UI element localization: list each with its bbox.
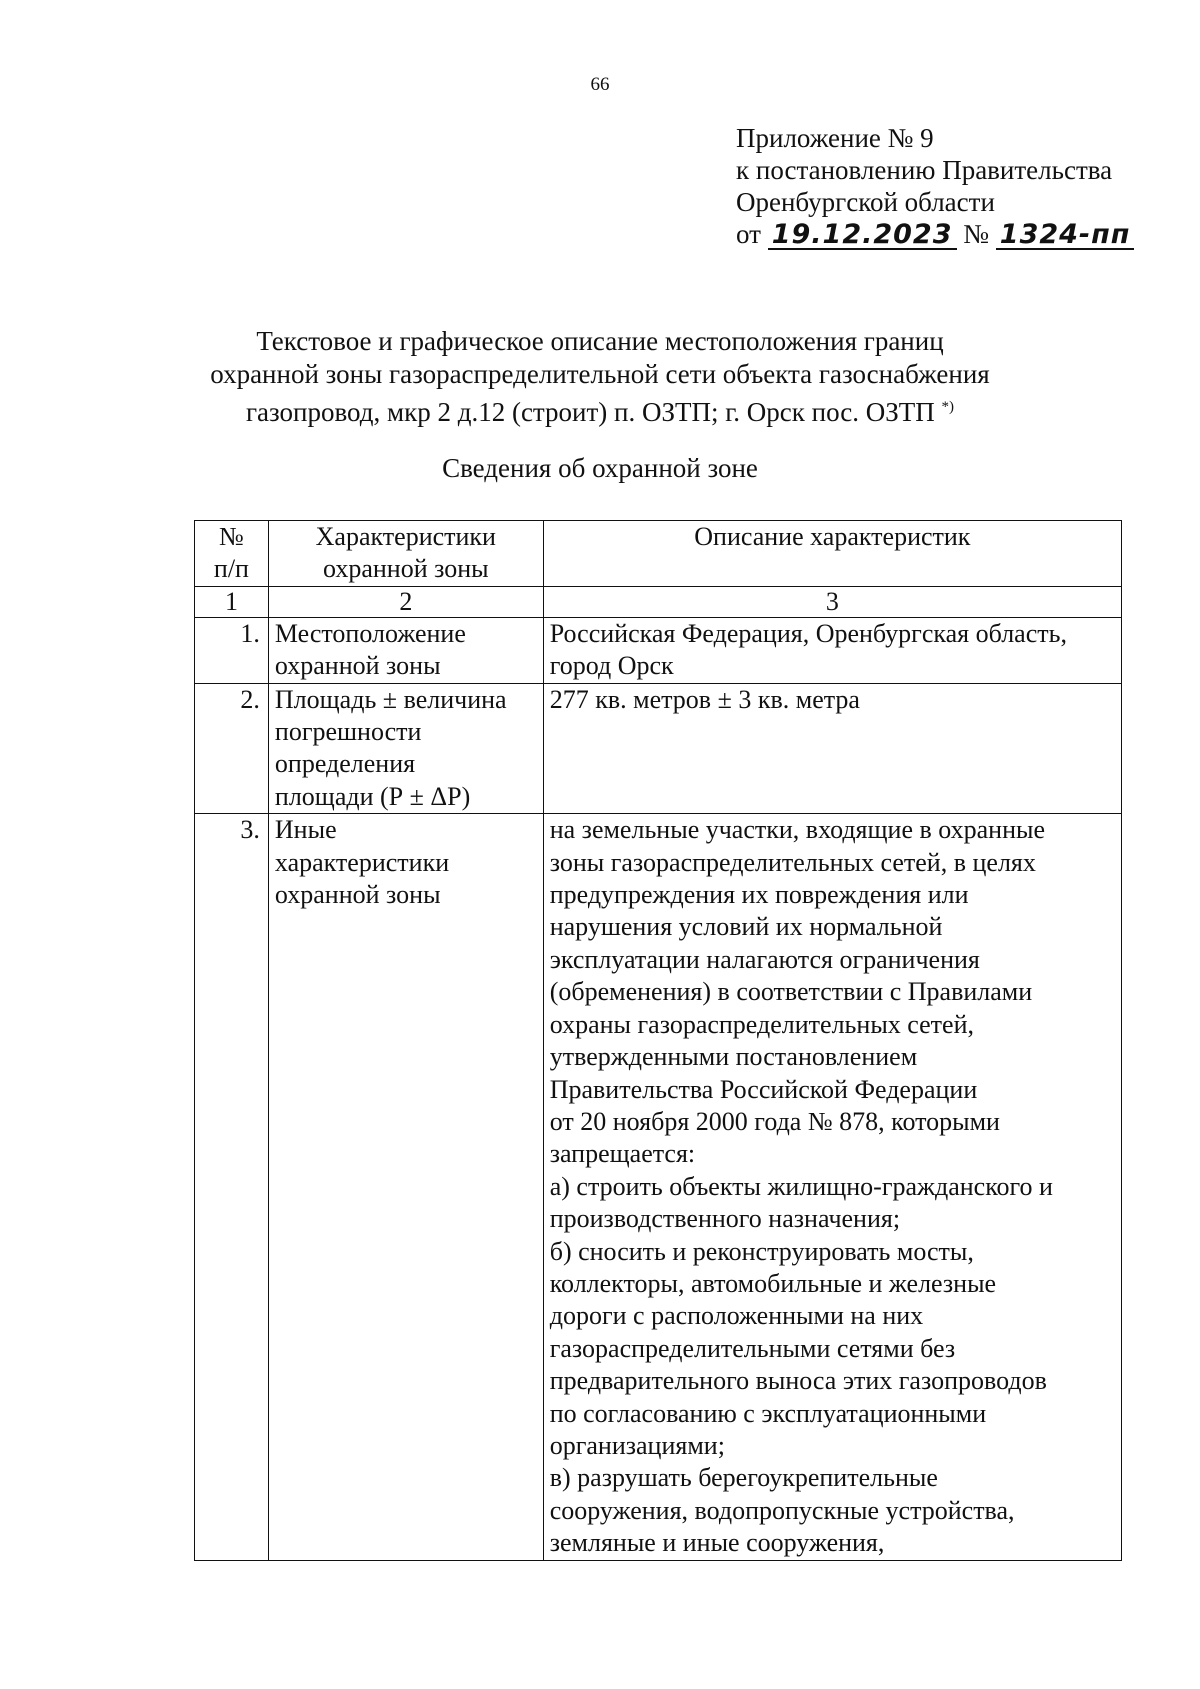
row-number: 3. bbox=[195, 814, 269, 1560]
table-row bbox=[195, 683, 1122, 814]
footnote-mark: *) bbox=[941, 399, 955, 415]
table-row bbox=[195, 814, 1122, 1560]
row-number: 1. bbox=[195, 617, 269, 683]
appendix-block bbox=[736, 122, 1134, 250]
column-index: 3 bbox=[543, 586, 1121, 617]
protection-zone-table bbox=[194, 520, 1122, 1561]
number-label: № bbox=[963, 219, 990, 249]
column-index: 1 bbox=[195, 586, 269, 617]
table-header-row bbox=[195, 521, 1122, 587]
title-line-3 bbox=[0, 391, 1200, 429]
row-characteristic: Местоположение охранной зоны bbox=[268, 617, 543, 683]
appendix-line-1: Приложение № 9 bbox=[736, 123, 934, 153]
title-line-2: охранной зоны газораспределительной сети объекта газоснабжения bbox=[210, 359, 990, 389]
row-description: на земельные участки, входящие в охранные зоны газораспределительных сетей, в целях предупреждения их повреждения или нарушения условий их нормальной эксплуатации налагаются ограничения (обременения) в соответствии с Правилами охраны газораспределительных сетей, утвержденными постановлением Правительства Российской Федерации от 20 ноября 2000 года № 878, которыми запрещается: а) строить объекты жилищно-гражданского и производственного назначения; б) сносить и реконструировать мосты, коллекторы, автомобильные и железные дороги с расположенными на них газораспределительными сетями без предварительного выноса этих газопроводов по согласованию с эксплуатационными организациями; в) разрушать берегоукрепительные сооружения, водопропускные устройства, земляные и иные сооружения, bbox=[543, 814, 1121, 1560]
page-number: 66 bbox=[590, 74, 610, 95]
document-title bbox=[0, 325, 1200, 429]
column-index: 2 bbox=[268, 586, 543, 617]
row-characteristic: Иные характеристики охранной зоны bbox=[268, 814, 543, 1560]
section-subtitle: Сведения об охранной зоне bbox=[442, 453, 758, 483]
table-row bbox=[195, 617, 1122, 683]
row-number: 2. bbox=[195, 683, 269, 814]
from-label: от bbox=[736, 219, 761, 249]
row-description: Российская Федерация, Оренбургская область, город Орск bbox=[543, 617, 1121, 683]
header-number: № п/п bbox=[195, 521, 269, 587]
handwritten-date: 19.12.2023 bbox=[768, 222, 957, 250]
header-characteristics: Характеристики охранной зоны bbox=[268, 521, 543, 587]
row-characteristic: Площадь ± величина погрешности определения площади (Р ± ΔР) bbox=[268, 683, 543, 814]
title-line-1: Текстовое и графическое описание местоположения границ bbox=[256, 326, 944, 356]
appendix-line-2: к постановлению Правительства bbox=[736, 155, 1113, 185]
appendix-line-3: Оренбургской области bbox=[736, 187, 995, 217]
header-description: Описание характеристик bbox=[543, 521, 1121, 587]
handwritten-number: 1324-пп bbox=[996, 222, 1135, 250]
appendix-date-line bbox=[736, 218, 1134, 250]
column-index-row bbox=[195, 586, 1122, 617]
row-description: 277 кв. метров ± 3 кв. метра bbox=[543, 683, 1121, 814]
title-line-3-text: газопровод, мкр 2 д.12 (строит) п. ОЗТП; г. Орск пос. ОЗТП bbox=[245, 397, 935, 427]
